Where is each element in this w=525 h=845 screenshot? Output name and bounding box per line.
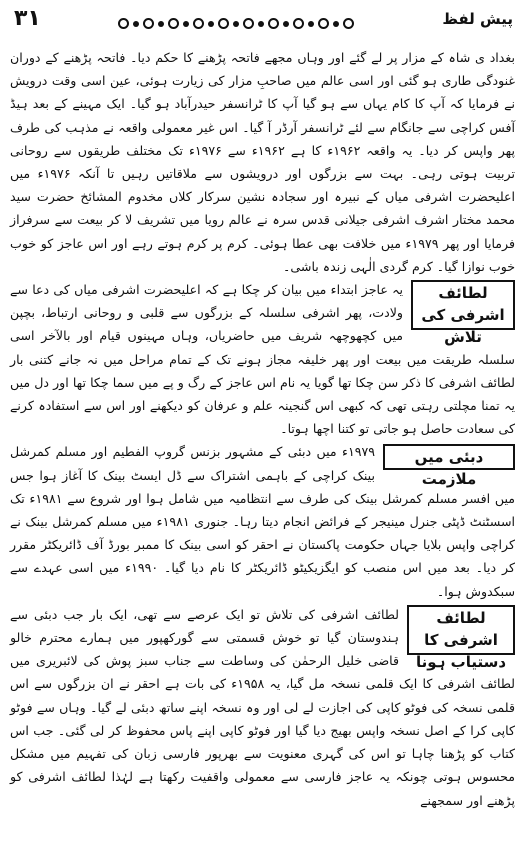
section-text: لطائف اشرفی کی تلاش تو ایک عرصے سے تھی، ایک بار جب دبئی سے ہندوستان گیا تو خوش قسمتی سے گورکھپور میں ہمارے محترم خالو قاضی خلیل الرحمٰن کی وساطت سے جناب سبز پوش کی لائبریری میں لطائف اشرفی کا ایک قلمی نسخہ مل گیا، یہ ۱۹۵۸ء کی بات ہے احقر نے ان بزرگوں سے اس قلمی نسخہ کی فوٹو کاپی کی اجازت لے لی اور وہ نسخہ اپنے ساتھ دبئی لے گیا۔ وہاں سے فوٹو کاپی کرا کے اصل نسخہ واپس بھیج دیا گیا اور فوٹو کاپی اپنے پاس محفوظ کر لی گئی۔ جب اس کتاب کو پڑھنا چاہا تو اس کی گہری معنویت سے بھرپور فارسی زبان کی تفہیم میں مشکل محسوس ہوتی چونکہ یہ عاجز فارسی سے معمولی واقفیت رکھتا ہے لہٰذا لطائف اشرفی کو پڑھنے اور سمجھنے bbox=[10, 606, 515, 808]
section-paragraph bbox=[10, 278, 515, 440]
section-heading-box: دبئی میں ملازمت bbox=[383, 444, 515, 470]
section-text: ۱۹۷۹ء میں دبئی کے مشہور بزنس گروپ الفطیم اور مسلم کمرشل بینک کراچی کے باہمی اشتراک سے ڈل ایسٹ بینک کا آغاز ہوا جس میں افسر مسلم کمرشل بینک کی طرف سے انتظامیہ میں شامل ہوا اور شروع سے ۱۹۸۱ء تک اسسٹنٹ ڈپٹی جنرل مینیجر کے فرائض انجام دیتا رہا۔ جنوری ۱۹۸۱ء میں مسلم کمرشل بینک نے کراچی واپس بلایا جہاں حکومت پاکستان نے احقر کو اسی بینک کا ممبر بورڈ آف ڈائریکٹر مقرر کر دیا۔ بعد میں اس منصب کو ایگزیکیٹو ڈائریکٹر کا نام دیا گیا۔ ۱۹۹۰ء میں اسی عہدے سے سبکدوش ہوا۔ bbox=[10, 444, 515, 599]
section-text: یہ عاجز ابتداء میں بیان کر چکا ہے کہ اعلیحضرت اشرفی میاں کی دعا سے ولادت، پھر اشرفی سلسلہ کے بزرگوں سے قلبی و روحانی ارتباط، بچپن میں کچھوچھہ شریف میں حاضریاں، وہاں مہینوں قیام اور بالآخر اسی سلسلہ طریقت میں بیعت اور پھر خلیفہ مجاز ہونے تک کے تمام مراحل میں نہ جانے کتنی بار لطائف اشرفی کا ذکر سن چکا تھا گویا یہ نام اس عاجز کے رگ و پے میں سما چکا تھا اور دل میں یہ تمنا مچلتی رہتی تھی کہ کبھی اس گنجینہ علم و عرفان کو دیکھنے اور اس سے استفادہ کرنے کی سعادت حاصل ہو جاتی تو کتنا اچھا ہوتا۔ bbox=[10, 282, 515, 437]
page-body bbox=[10, 46, 515, 837]
intro-paragraph: بغداد ی شاہ کے مزار پر لے گئے اور وہاں مجھے فاتحہ پڑھنے کا حکم دیا۔ فاتحہ پڑھنے کے دوران غنودگی طاری ہو گئی اور اسی عالم میں صاحبِ مزار کی زیارت ہوئی، عین اسی وقت درویش نے فرمایا کہ آپ کا کام یہاں سے ہو گیا آپ کا ٹرانسفر حیدرآباد ہو گیا۔ ایک مہینے کے بعد ہیڈ آفس کراچی سے جانگام سے لئے ٹرانسفر آرڈر آ گیا۔ اس غیر معمولی واقعہ نے مذہب کی طرف پھر واپس کر دیا۔ یہ واقعہ ۱۹۶۲ء کا ہے ۱۹۶۲ء سے ۱۹۷۶ء تک مختلف طریقوں سے روحانی تربیت ہوتی رہی۔ بہت سے بزرگوں اور درویشوں سے ملاقاتیں رہیں تا آنکہ ۱۹۷۶ء میں اعلیحضرت اشرفی میاں کے نبیرہ اور سجادہ نشین سرکار کلاں مخدوم المشائخ حضرت سید محمد مختار اشرف اشرفی جیلانی قدس سرہ نے عالم رویا میں تشریف لا کر بیعت سے سرفراز فرمایا اور پھر ۱۹۷۹ء میں خلافت بھی عطا ہوئی۔ کرم پر کرم ہوتے رہے اور اس عاجز کو خوب خوب نوازا گیا۔ کرم گردی الٰہی زندہ باشی۔ bbox=[10, 50, 515, 274]
section-paragraph bbox=[10, 440, 515, 602]
section-paragraph bbox=[10, 603, 515, 812]
header-ornament bbox=[118, 18, 354, 29]
section-heading-box: لطائف اشرفی کی تلاش bbox=[411, 280, 515, 330]
section-heading-box: لطائف اشرفی کا دستیاب ہونا bbox=[407, 605, 515, 655]
page-number: ۳۱ bbox=[14, 6, 41, 31]
page-header bbox=[8, 4, 517, 38]
running-head: پیش لفظ bbox=[442, 10, 513, 28]
